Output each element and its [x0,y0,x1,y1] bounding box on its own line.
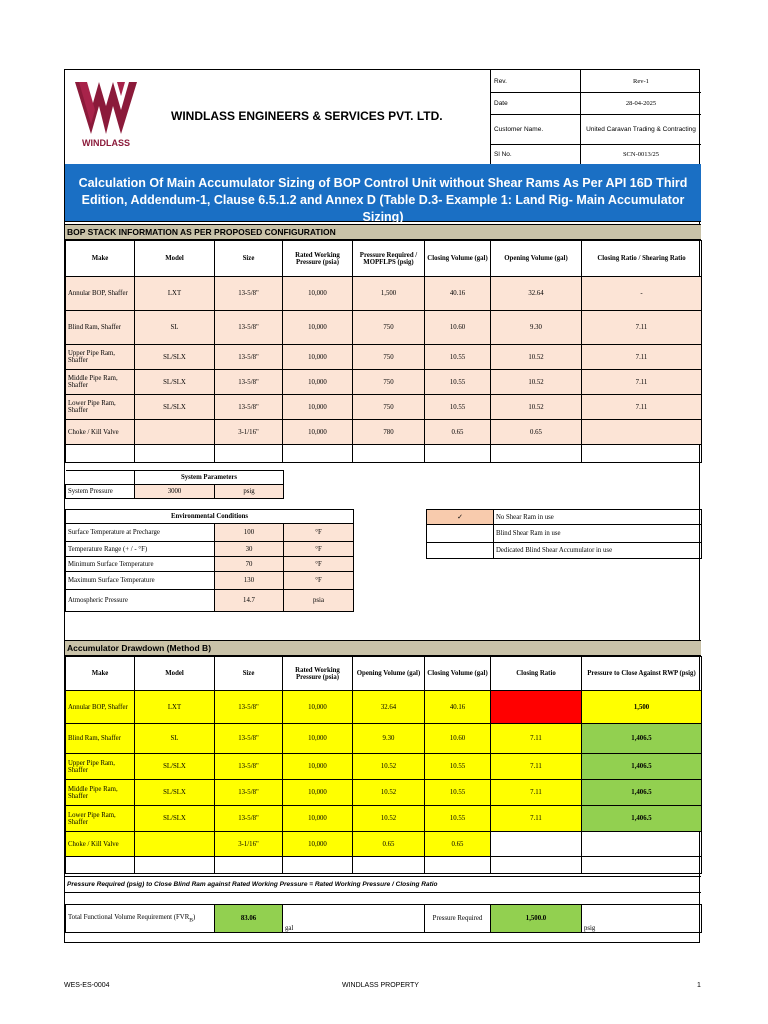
company-name: WINDLASS ENGINEERS & SERVICES PVT. LTD. [171,109,443,123]
table-row-empty [66,445,702,463]
bop-section-title: BOP STACK INFORMATION AS PER PROPOSED CONFIGURATION [65,224,701,240]
table-row: Annular BOP, Shaffer LXT 13-5/8" 10,000 32.64 40.16 1,500 [66,691,702,724]
drawdown-section-title: Accumulator Drawdown (Method B) [65,640,701,656]
footer-page-number: 1 [697,982,701,989]
table-row: Middle Pipe Ram, Shaffer SL/SLX 13-5/8" 10,000 750 10.55 10.52 7.11 [66,370,702,395]
option-blind-shear-ram[interactable]: Blind Shear Ram in use [494,525,702,543]
option-dedicated-accumulator[interactable]: Dedicated Blind Shear Accumulator in use [494,543,702,559]
fvr-value: 83.06 [215,905,283,933]
drawdown-table [65,656,702,874]
option-no-shear-ram[interactable]: No Shear Ram in use [494,510,702,525]
system-params-title: System Parameters [135,471,284,485]
system-pressure-label: System Pressure [66,485,135,499]
table-row-empty [66,857,702,874]
table-row: Blind Ram, Shaffer SL 13-5/8" 10,000 9.30 10.60 7.11 1,406.5 [66,724,702,754]
meta-row-slno: Sl No. SCN-0013/25 [490,144,701,164]
table-row: Upper Pipe Ram, Shaffer SL/SLX 13-5/8" 10,000 750 10.55 10.52 7.11 [66,345,702,370]
table-row: Blind Ram, Shaffer SL 13-5/8" 10,000 750 10.60 9.30 7.11 [66,311,702,345]
system-pressure-value: 3000 [135,485,215,499]
footer-doc-number: WES-ES-0004 [64,982,110,989]
table-row: Upper Pipe Ram, Shaffer SL/SLX 13-5/8" 10,000 10.52 10.55 7.11 1,406.5 [66,754,702,780]
shear-ram-options [426,509,702,559]
pressure-required-label: Pressure Required [425,905,491,933]
document-meta [490,70,701,164]
table-row: Annular BOP, Shaffer LXT 13-5/8" 10,000 1,500 40.16 32.64 - [66,277,702,311]
document-header [65,70,701,165]
footer-property: WINDLASS PROPERTY [342,982,419,989]
system-parameters-table [65,470,284,499]
formula-note: Pressure Required (psig) to Close Blind Ram against Rated Working Pressure = Rated Working Pressure / Closing Ratio [65,876,701,893]
check-icon[interactable]: ✓ [427,510,494,525]
table-row: Lower Pipe Ram, Shaffer SL/SLX 13-5/8" 10,000 10.52 10.55 7.11 1,406.5 [66,806,702,832]
meta-row-customer: Customer Name. United Caravan Trading & Contracting [490,114,701,145]
table-row: Choke / Kill Valve 3-1/16" 10,000 780 0.65 0.65 [66,420,702,445]
meta-row-rev: Rev. Rev-1 [490,70,701,93]
table-row: Lower Pipe Ram, Shaffer SL/SLX 13-5/8" 10,000 750 10.55 10.52 7.11 [66,395,702,420]
pressure-required-unit: psig [582,905,702,933]
bop-header-row: Make Model Size Rated Working Pressure (psia) Pressure Required / MOPFLPS (psig) Closing Volume (gal) Opening Volume (gal) Closing Ratio / Shearing Ratio [66,241,702,277]
meta-row-date: Date 28-04-2025 [490,92,701,115]
bop-stack-table [65,240,702,463]
environment-title: Environmental Conditions [66,510,354,524]
windlass-logo [69,76,143,152]
logo-text: WINDLASS [82,138,130,148]
drawdown-header-row: Make Model Size Rated Working Pressure (psia) Opening Volume (gal) Closing Volume (gal) Closing Ratio Pressure to Close Against RWP (psig) [66,657,702,691]
fvr-unit: gal [283,905,353,933]
fvr-label: Total Functional Volume Requirement $(FVR_B)$ [66,905,215,933]
table-row: Middle Pipe Ram, Shaffer SL/SLX 13-5/8" 10,000 10.52 10.55 7.11 1,406.5 [66,780,702,806]
pressure-required-value: 1,500.0 [491,905,582,933]
calculation-sheet [64,69,700,943]
table-row: Choke / Kill Valve 3-1/16" 10,000 0.65 0.65 [66,832,702,857]
system-pressure-unit: psig [215,485,284,499]
summary-table [65,904,702,933]
calculation-title: Calculation Of Main Accumulator Sizing of BOP Control Unit without Shear Rams As Per API 16D Third Edition, Addendum-1, Clause 6.5.1.2 and Annex D (Table D.3- Example 1: Land Rig- Main Accumulator Sizing) [65,164,701,222]
environmental-conditions-table: Environmental Conditions Surface Temperature at Precharge 100 °F Temperature Range (+ / - °F) 30 °F Minimum Surface Temperature 70 °F Maximum Surface Temperature 130 °F Atmospheric Pressure 14.7 psia [65,509,354,612]
